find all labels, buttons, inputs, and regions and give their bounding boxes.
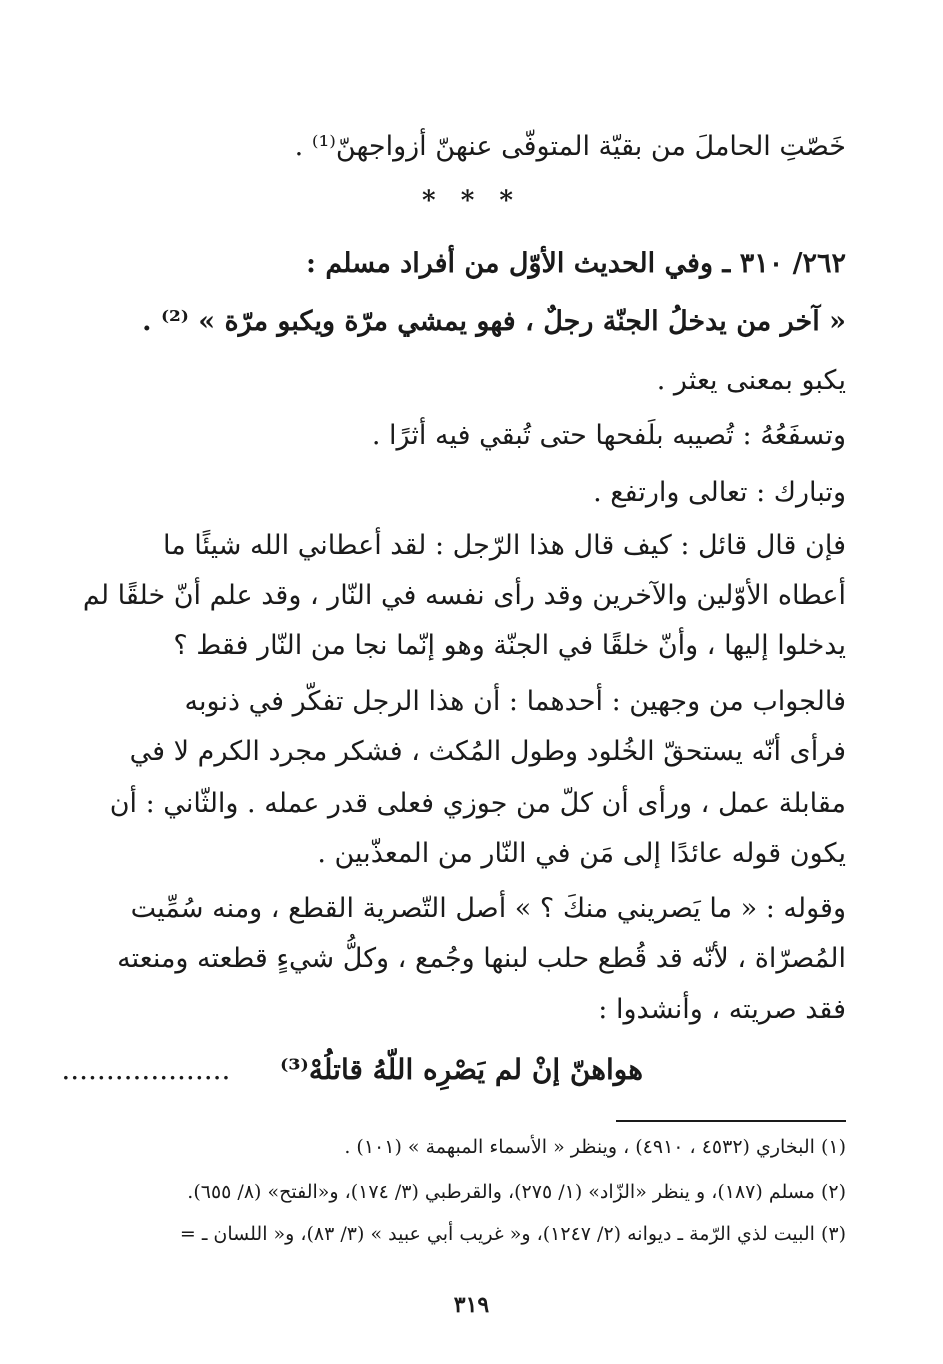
text-line: وتسفَعُهُ : تُصيبه بلَفحها حتى تُبقي فيه أثرًا . [371,420,846,451]
text-line: مقابلة عمل ، ورأى أن كلّ من جوزي فعلى قدر عمله . والثّاني : أن [109,788,846,819]
text-line: فرأى أنّه يستحقّ الخُلود وطول المُكث ، فشكر مجرد الكرم لا في [129,736,846,767]
text-line: المُصرّاة ، لأنّه قد قُطع حلب لبنها وجُمع ، وكلُّ شيءٍ قطعته ومنعته [117,943,846,974]
section-separator: * * * [422,186,521,216]
hadith-heading: ٢٦٢/ ٣١٠ ـ وفي الحديث الأوّل من أفراد مسلم : [305,248,846,279]
verse-text: هواهنّ إنْ لم يَصْرِه اللّهُ قاتلُهْ⁽³⁾ [279,1053,643,1086]
hadith-text: « آخر من يدخلُ الجنّة رجلٌ ، فهو يمشي مرّة ويكبو مرّة » ⁽²⁾ . [142,306,846,337]
text-line: فالجواب من وجهين : أحدهما : أن هذا الرجل تفكّر في ذنوبه [184,686,846,717]
verse-dots: ................... [61,1053,231,1086]
text-line: يدخلوا إليها ، وأنّ خلقًا في الجنّة وهو إنّما نجا من النّار فقط ؟ [173,630,846,661]
footnote-divider [616,1120,846,1122]
poetry-verse [61,1050,643,1090]
text-line: أعطاه الأوّلين والآخرين وقد رأى نفسه في النّار ، وقد علم أنّ خلقًا لم [82,580,846,611]
text-line: وقوله : « ما يَصريني منكَ ؟ » أصل التّصرية القطع ، ومنه سُمِّيت [130,893,846,924]
text-line: خَصّتِ الحاملَ من بقيّة المتوفّى عنهنّ أزواجهنّ⁽¹⁾ . [294,131,846,162]
text-line: فإن قال قائل : كيف قال هذا الرّجل : لقد أعطاني الله شيئًا ما [163,530,846,561]
page-number: ٣١٩ [453,1292,490,1318]
text-line: يكبو بمعنى يعثر . [656,365,846,396]
footnote: (١) البخاري (٤٥٣٢ ، ٤٩١٠) ، وينظر « الأسماء المبهمة » (١٠١) . [344,1136,846,1158]
text-line: يكون قوله عائدًا إلى مَن في النّار من المعذّبين . [317,838,846,869]
text-line: وتبارك : تعالى وارتفع . [593,477,846,508]
text-line: فقد صريته ، وأنشدوا : [598,994,846,1025]
footnote: (٣) البيت لذي الرّمة ـ ديوانه (٢/ ١٢٤٧)، و« غريب أبي عبيد » (٣/ ٨٣)، و« اللسان ـ = [179,1223,846,1245]
footnote: (٢) مسلم (١٨٧)، و ينظر «الزّاد» (١/ ٢٧٥)، والقرطبي (٣/ ١٧٤)، و«الفتح» (٨/ ٦٥٥). [187,1181,846,1203]
